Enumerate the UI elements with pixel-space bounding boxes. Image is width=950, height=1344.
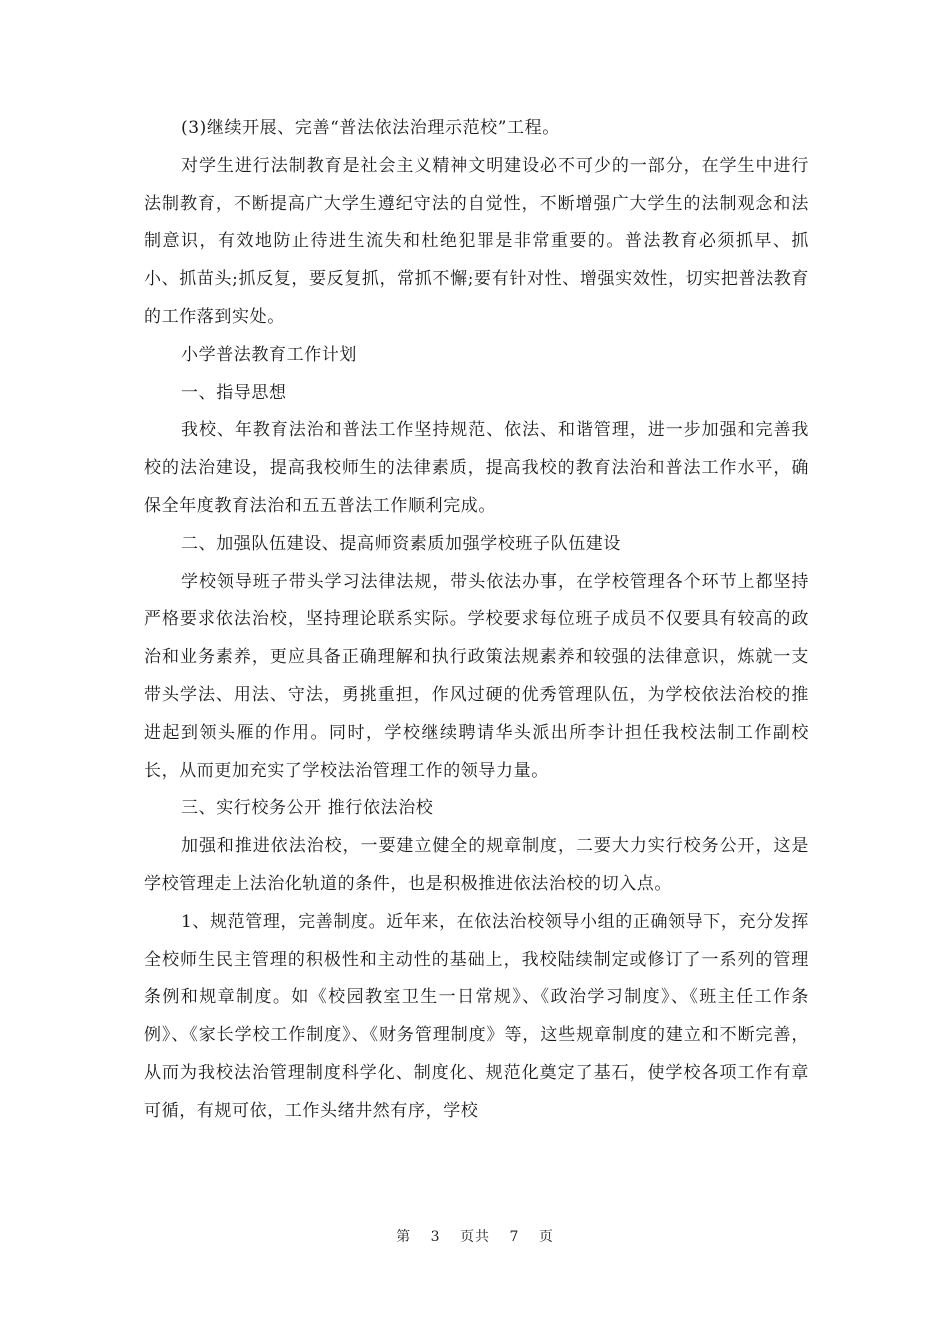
document-body xyxy=(144,110,809,1131)
paragraph-guiding-thought: 我校、年教育法治和普法工作坚持规范、依法、和谐管理，进一步加强和完善我校的法治建设，提高我校师生的法律素质，提高我校的教育法治和普法工作水平，确保全年度教育法治和五五普法工作顺利完成。 xyxy=(144,420,809,516)
paragraph-legal-education: 对学生进行法制教育是社会主义精神文明建设必不可少的一部分，在学生中进行法制教育，不断提高广大学生遵纪守法的自觉性，不断增强广大学生的法制观念和法制意识，有效地防止待进生流失和杜绝犯罪是非常重要的。普法教育必须抓早、抓小、抓苗头;抓反复，要反复抓，常抓不懈;要有针对性、增强实效性，切实把普法教育的工作落到实处。 xyxy=(144,155,809,327)
page-footer xyxy=(0,1226,950,1246)
footer-middle: 页共 xyxy=(460,1229,490,1245)
paragraph-team-building: 学校领导班子带头学习法律法规，带头依法办事，在学校管理各个环节上都坚持严格要求依法治校，坚持理论联系实际。学校要求每位班子成员不仅要具有较高的政治和业务素养，更应具备正确理解和执行政策法规素养和较强的法律意识，炼就一支带头学法、用法、守法，勇挑重担，作风过硬的优秀管理队伍，为学校依法治校的推进起到领头雁的作用。同时，学校继续聘请华头派出所李计担任我校法制工作副校长，从而更加充实了学校法治管理工作的领导力量。 xyxy=(144,571,809,781)
heading-guiding-thought: 一、指导思想 xyxy=(181,382,287,403)
footer-current-page: 3 xyxy=(430,1229,441,1245)
heading-team-building: 二、加强队伍建设、提高师资素质加强学校班子队伍建设 xyxy=(181,533,621,554)
section-title-plan: 小学普法教育工作计划 xyxy=(181,344,357,365)
heading-school-affairs: 三、实行校务公开 推行依法治校 xyxy=(181,798,434,819)
footer-total-pages: 7 xyxy=(509,1229,520,1245)
footer-prefix: 第 xyxy=(396,1229,412,1245)
paragraph-item-3-continue: (3)继续开展、完善“普法依法治理示范校”工程。 xyxy=(181,118,560,138)
paragraph-school-affairs: 加强和推进依法治校，一要建立健全的规章制度，二要大力实行校务公开，这是学校管理走上法治化轨道的条件，也是积极推进依法治校的切入点。 xyxy=(144,836,809,894)
footer-suffix: 页 xyxy=(538,1229,554,1245)
paragraph-standard-management: 1、规范管理，完善制度。近年来，在依法治校领导小组的正确领导下，充分发挥全校师生民主管理的积极性和主动性的基础上，我校陆续制定或修订了一系列的管理条例和规章制度。如《校园教室卫生一日常规》、《政治学习制度》、《班主任工作条例》、《家长学校工作制度》、《财务管理制度》等，这些规章制度的建立和不断完善，从而为我校法治管理制度科学化、制度化、规范化奠定了基石，使学校各项工作有章可循，有规可依，工作头绪井然有序，学校 xyxy=(144,911,809,1121)
